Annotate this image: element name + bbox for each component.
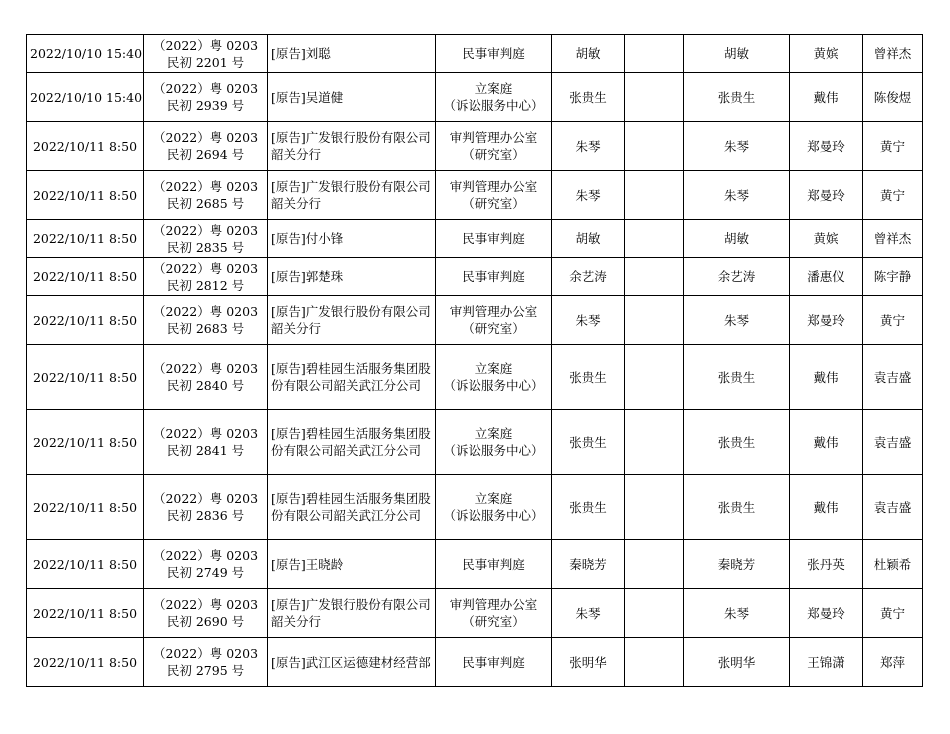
department-line-1: 立案庭 xyxy=(474,81,513,96)
table-row xyxy=(27,410,923,475)
case-number-line-2: 民初 2694 号 xyxy=(166,147,245,162)
hearing-schedule-table xyxy=(26,34,923,687)
presiding-judge-name: 秦晓芳 xyxy=(684,540,790,589)
presiding-judge-name: 张明华 xyxy=(684,638,790,687)
table-row xyxy=(27,122,923,171)
clerk-name: 陈俊煜 xyxy=(863,73,923,122)
case-number-line-1: （2022）粤 0203 xyxy=(152,130,259,145)
table-row xyxy=(27,345,923,410)
case-number-line-1: （2022）粤 0203 xyxy=(152,597,259,612)
clerk-name: 袁吉盛 xyxy=(863,410,923,475)
case-number-line-2: 民初 2836 号 xyxy=(166,508,245,523)
judge-name: 张贵生 xyxy=(552,345,625,410)
department-line-1: 民事审判庭 xyxy=(462,654,525,670)
presiding-judge-name: 朱琴 xyxy=(684,122,790,171)
empty-cell xyxy=(625,296,684,345)
panel-member-name: 王锦潇 xyxy=(790,638,863,687)
clerk-name: 陈宇静 xyxy=(863,258,923,296)
hearing-time: 2022/10/11 8:50 xyxy=(27,410,144,475)
presiding-judge-name: 余艺涛 xyxy=(684,258,790,296)
case-number-line-2: 民初 2749 号 xyxy=(166,565,245,580)
judge-name: 张明华 xyxy=(552,638,625,687)
case-number-line-2: 民初 2835 号 xyxy=(166,239,245,255)
empty-cell xyxy=(625,475,684,540)
presiding-judge-name: 朱琴 xyxy=(684,296,790,345)
empty-cell xyxy=(625,345,684,410)
panel-member-name: 郑曼玲 xyxy=(790,122,863,171)
department xyxy=(436,296,552,345)
department-line-2: （诉讼服务中心） xyxy=(443,443,544,458)
empty-cell xyxy=(625,122,684,171)
case-number xyxy=(144,410,268,475)
hearing-time: 2022/10/11 8:50 xyxy=(27,296,144,345)
case-number-line-2: 民初 2840 号 xyxy=(166,378,245,393)
table-row xyxy=(27,171,923,220)
department-line-2: （研究室） xyxy=(462,321,525,336)
case-number-line-1: （2022）粤 0203 xyxy=(152,304,259,319)
case-number xyxy=(144,35,268,73)
judge-name: 张贵生 xyxy=(552,73,625,122)
hearing-time: 2022/10/11 8:50 xyxy=(27,589,144,638)
party-name: [原告]广发银行股份有限公司韶关分行 xyxy=(268,589,436,638)
presiding-judge-name: 朱琴 xyxy=(684,589,790,638)
department xyxy=(436,475,552,540)
department-line-1: 审判管理办公室 xyxy=(449,179,538,194)
case-number-line-2: 民初 2812 号 xyxy=(166,277,245,293)
case-number-line-1: （2022）粤 0203 xyxy=(152,548,259,563)
case-number-line-2: 民初 2201 号 xyxy=(166,54,245,70)
department-line-2: （研究室） xyxy=(462,147,525,162)
table-row xyxy=(27,589,923,638)
panel-member-name: 黄嫔 xyxy=(790,35,863,73)
empty-cell xyxy=(625,540,684,589)
hearing-time: 2022/10/11 8:50 xyxy=(27,475,144,540)
judge-name: 朱琴 xyxy=(552,589,625,638)
department xyxy=(436,171,552,220)
hearing-time: 2022/10/10 15:40 xyxy=(27,35,144,73)
table-row xyxy=(27,220,923,258)
party-name: [原告]刘聪 xyxy=(268,35,436,73)
clerk-name: 杜颖希 xyxy=(863,540,923,589)
clerk-name: 黄宁 xyxy=(863,296,923,345)
party-name: [原告]吴道健 xyxy=(268,73,436,122)
clerk-name: 郑萍 xyxy=(863,638,923,687)
clerk-name: 袁吉盛 xyxy=(863,475,923,540)
case-number-line-1: （2022）粤 0203 xyxy=(152,222,259,238)
judge-name: 张贵生 xyxy=(552,475,625,540)
clerk-name: 黄宁 xyxy=(863,122,923,171)
department-line-1: 立案庭 xyxy=(474,426,513,441)
table-row xyxy=(27,638,923,687)
empty-cell xyxy=(625,171,684,220)
judge-name: 朱琴 xyxy=(552,171,625,220)
presiding-judge-name: 张贵生 xyxy=(684,410,790,475)
clerk-name: 曾祥杰 xyxy=(863,220,923,258)
case-number-line-1: （2022）粤 0203 xyxy=(152,37,259,53)
hearing-time: 2022/10/11 8:50 xyxy=(27,540,144,589)
empty-cell xyxy=(625,589,684,638)
panel-member-name: 张丹英 xyxy=(790,540,863,589)
panel-member-name: 郑曼玲 xyxy=(790,296,863,345)
department-line-1: 审判管理办公室 xyxy=(449,597,538,612)
judge-name: 余艺涛 xyxy=(552,258,625,296)
department-line-2: （研究室） xyxy=(462,196,525,211)
clerk-name: 曾祥杰 xyxy=(863,35,923,73)
clerk-name: 袁吉盛 xyxy=(863,345,923,410)
judge-name: 朱琴 xyxy=(552,296,625,345)
table-row xyxy=(27,540,923,589)
department-line-2: （诉讼服务中心） xyxy=(443,378,544,393)
case-number-line-2: 民初 2690 号 xyxy=(166,614,245,629)
panel-member-name: 戴伟 xyxy=(790,345,863,410)
case-number xyxy=(144,540,268,589)
case-number xyxy=(144,171,268,220)
case-number-line-2: 民初 2685 号 xyxy=(166,196,245,211)
table-row xyxy=(27,475,923,540)
case-number-line-2: 民初 2939 号 xyxy=(166,98,245,113)
clerk-name: 黄宁 xyxy=(863,171,923,220)
empty-cell xyxy=(625,638,684,687)
hearing-time: 2022/10/11 8:50 xyxy=(27,171,144,220)
department-line-1: 立案庭 xyxy=(474,491,513,506)
case-number-line-2: 民初 2683 号 xyxy=(166,321,245,336)
case-number-line-1: （2022）粤 0203 xyxy=(152,361,259,376)
department-line-1: 民事审判庭 xyxy=(462,231,525,246)
empty-cell xyxy=(625,73,684,122)
case-number xyxy=(144,638,268,687)
case-number-line-1: （2022）粤 0203 xyxy=(152,646,259,661)
department-line-1: 立案庭 xyxy=(474,361,513,376)
department-line-2: （诉讼服务中心） xyxy=(443,508,544,523)
case-number-line-2: 民初 2841 号 xyxy=(166,443,245,458)
hearing-time: 2022/10/10 15:40 xyxy=(27,73,144,122)
judge-name: 张贵生 xyxy=(552,410,625,475)
panel-member-name: 黄嫔 xyxy=(790,220,863,258)
party-name: [原告]广发银行股份有限公司韶关分行 xyxy=(268,296,436,345)
department xyxy=(436,258,552,296)
table-row xyxy=(27,35,923,73)
table-row xyxy=(27,258,923,296)
table-row xyxy=(27,73,923,122)
empty-cell xyxy=(625,258,684,296)
party-name: [原告]碧桂园生活服务集团股份有限公司韶关武江分公司 xyxy=(268,345,436,410)
panel-member-name: 郑曼玲 xyxy=(790,589,863,638)
case-number xyxy=(144,475,268,540)
department xyxy=(436,638,552,687)
case-number-line-2: 民初 2795 号 xyxy=(166,663,245,678)
party-name: [原告]郭楚珠 xyxy=(268,258,436,296)
presiding-judge-name: 张贵生 xyxy=(684,475,790,540)
case-number xyxy=(144,296,268,345)
party-name: [原告]广发银行股份有限公司韶关分行 xyxy=(268,171,436,220)
presiding-judge-name: 朱琴 xyxy=(684,171,790,220)
case-number-line-1: （2022）粤 0203 xyxy=(152,81,259,96)
party-name: [原告]王晓龄 xyxy=(268,540,436,589)
panel-member-name: 戴伟 xyxy=(790,475,863,540)
presiding-judge-name: 张贵生 xyxy=(684,345,790,410)
department xyxy=(436,410,552,475)
department-line-1: 民事审判庭 xyxy=(462,556,525,572)
hearing-time: 2022/10/11 8:50 xyxy=(27,122,144,171)
department xyxy=(436,73,552,122)
department xyxy=(436,122,552,171)
department xyxy=(436,589,552,638)
department-line-1: 民事审判庭 xyxy=(462,46,525,61)
department-line-1: 审判管理办公室 xyxy=(449,130,538,145)
department-line-1: 民事审判庭 xyxy=(462,269,525,284)
judge-name: 胡敏 xyxy=(552,220,625,258)
presiding-judge-name: 胡敏 xyxy=(684,220,790,258)
case-number xyxy=(144,258,268,296)
clerk-name: 黄宁 xyxy=(863,589,923,638)
department-line-1: 审判管理办公室 xyxy=(449,304,538,319)
party-name: [原告]碧桂园生活服务集团股份有限公司韶关武江分公司 xyxy=(268,475,436,540)
case-number-line-1: （2022）粤 0203 xyxy=(152,426,259,441)
case-number xyxy=(144,589,268,638)
department xyxy=(436,540,552,589)
judge-name: 秦晓芳 xyxy=(552,540,625,589)
panel-member-name: 郑曼玲 xyxy=(790,171,863,220)
case-number xyxy=(144,122,268,171)
panel-member-name: 戴伟 xyxy=(790,73,863,122)
party-name: [原告]武江区运德建材经营部 xyxy=(268,638,436,687)
presiding-judge-name: 张贵生 xyxy=(684,73,790,122)
department xyxy=(436,220,552,258)
panel-member-name: 潘惠仪 xyxy=(790,258,863,296)
case-number-line-1: （2022）粤 0203 xyxy=(152,179,259,194)
case-number xyxy=(144,220,268,258)
empty-cell xyxy=(625,35,684,73)
presiding-judge-name: 胡敏 xyxy=(684,35,790,73)
party-name: [原告]付小锋 xyxy=(268,220,436,258)
party-name: [原告]广发银行股份有限公司韶关分行 xyxy=(268,122,436,171)
hearing-time: 2022/10/11 8:50 xyxy=(27,638,144,687)
empty-cell xyxy=(625,410,684,475)
hearing-time: 2022/10/11 8:50 xyxy=(27,258,144,296)
case-number xyxy=(144,345,268,410)
case-number xyxy=(144,73,268,122)
judge-name: 朱琴 xyxy=(552,122,625,171)
department-line-2: （研究室） xyxy=(462,614,525,629)
party-name: [原告]碧桂园生活服务集团股份有限公司韶关武江分公司 xyxy=(268,410,436,475)
case-number-line-1: （2022）粤 0203 xyxy=(152,260,259,276)
department xyxy=(436,35,552,73)
panel-member-name: 戴伟 xyxy=(790,410,863,475)
department-line-2: （诉讼服务中心） xyxy=(443,98,544,113)
hearing-time: 2022/10/11 8:50 xyxy=(27,345,144,410)
department xyxy=(436,345,552,410)
case-number-line-1: （2022）粤 0203 xyxy=(152,491,259,506)
hearing-time: 2022/10/11 8:50 xyxy=(27,220,144,258)
table-row xyxy=(27,296,923,345)
judge-name: 胡敏 xyxy=(552,35,625,73)
empty-cell xyxy=(625,220,684,258)
